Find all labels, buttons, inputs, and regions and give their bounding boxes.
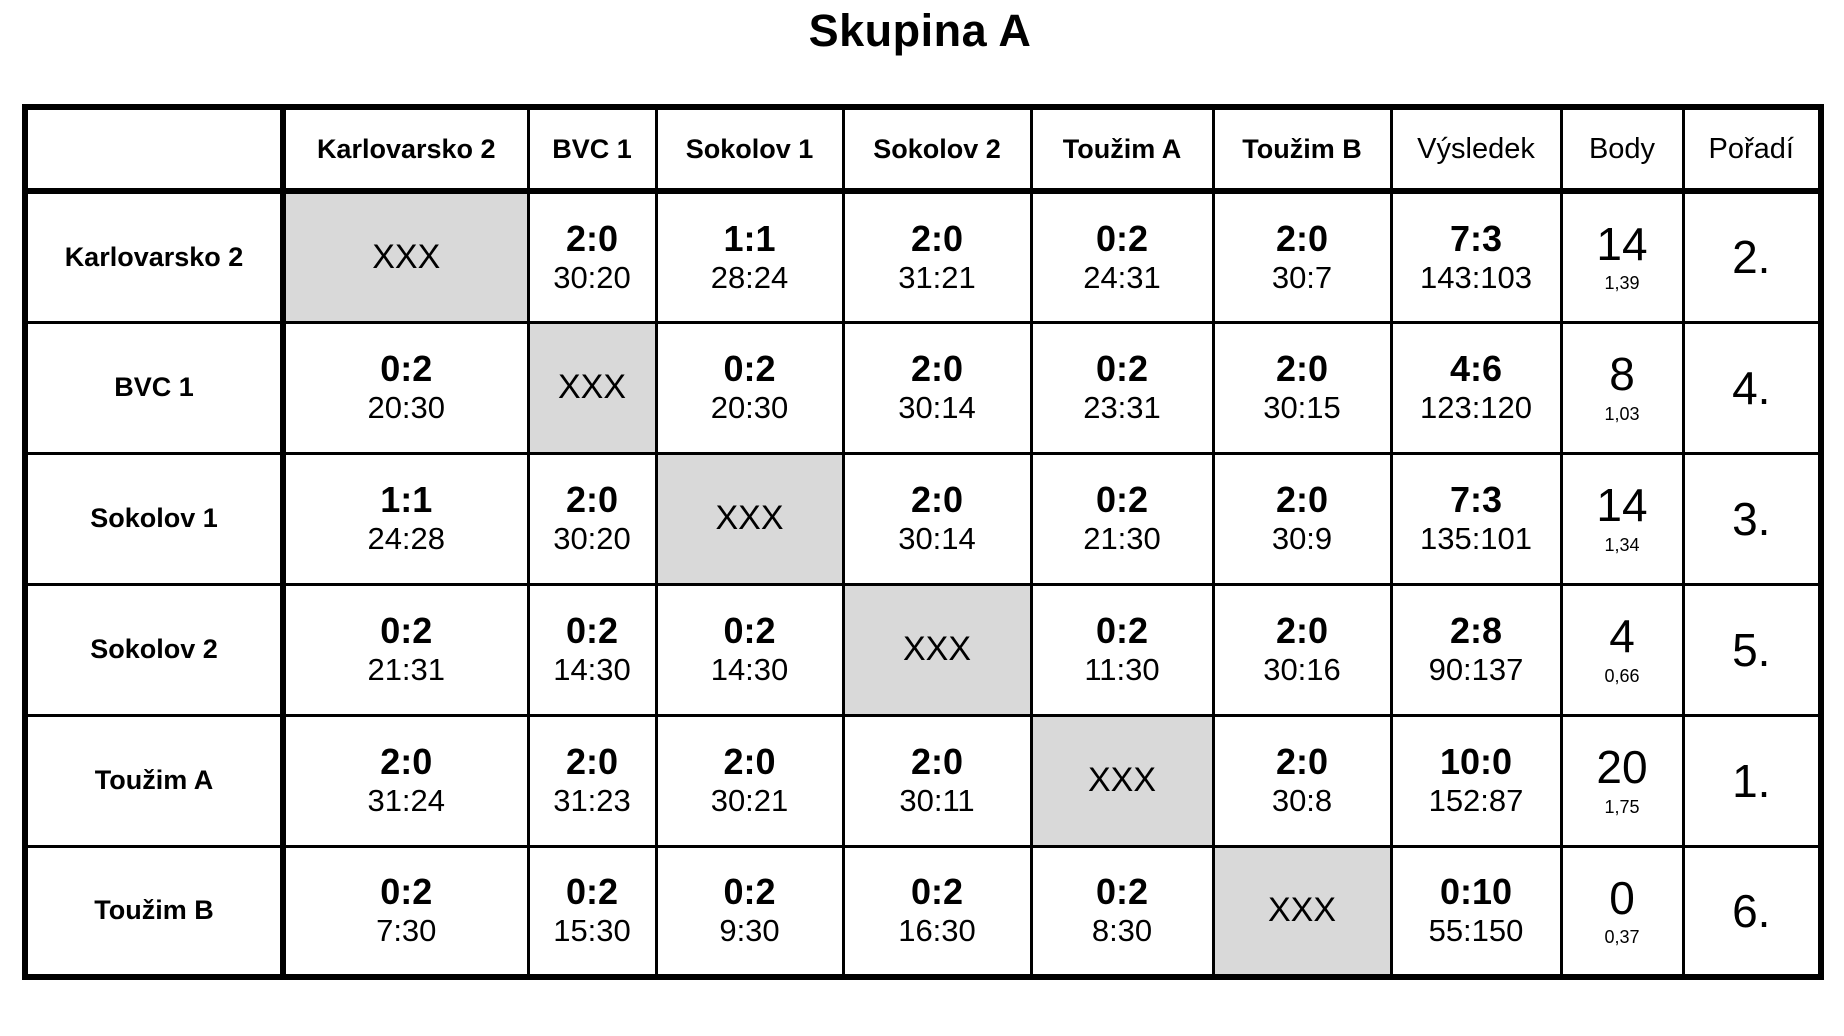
- match-detail: 30:14: [898, 390, 976, 426]
- result-score: 7:3: [1449, 217, 1503, 259]
- result-detail: 90:137: [1428, 652, 1524, 688]
- match-detail: 7:30: [376, 913, 437, 949]
- match-score: 2:0: [723, 740, 776, 782]
- table-row: [25, 453, 1821, 584]
- points-ratio: 1,03: [1604, 403, 1640, 424]
- match-score: 0:2: [380, 871, 433, 912]
- match-cell: [1031, 846, 1213, 977]
- group-table-body: [25, 191, 1821, 977]
- match-score: 2:0: [910, 217, 964, 259]
- points-ratio: 1,34: [1604, 534, 1640, 555]
- result-detail: 143:103: [1419, 259, 1533, 295]
- match-detail: 31:21: [898, 259, 976, 295]
- match-cell: [656, 846, 843, 977]
- points-ratio: 1,39: [1604, 273, 1640, 294]
- points-cell: [1561, 846, 1683, 977]
- table-row: [25, 322, 1821, 453]
- match-detail: 20:30: [367, 390, 446, 426]
- column-header-vysledek: Výsledek: [1391, 107, 1561, 191]
- row-team-label: Sokolov 1: [25, 453, 283, 584]
- match-detail: 8:30: [1091, 913, 1153, 949]
- result-score: 0:10: [1439, 871, 1513, 912]
- match-score: 0:2: [1095, 478, 1149, 520]
- match-cell: [656, 322, 843, 453]
- points-value: 8: [1609, 348, 1635, 401]
- table-row: [25, 715, 1821, 846]
- result-score: 2:8: [1449, 609, 1503, 651]
- result-cell: [1391, 322, 1561, 453]
- points-ratio: 0,66: [1604, 665, 1640, 686]
- match-cell: [656, 191, 843, 322]
- match-detail: 30:7: [1271, 259, 1333, 295]
- points-cell: [1561, 191, 1683, 322]
- match-detail: 28:24: [710, 259, 789, 295]
- rank-cell: 5.: [1683, 584, 1821, 715]
- match-detail: 20:30: [710, 390, 789, 426]
- match-detail: 24:28: [367, 521, 446, 557]
- match-detail: 30:20: [553, 521, 631, 557]
- match-detail: 11:30: [1084, 652, 1160, 688]
- match-score: 0:2: [1095, 347, 1149, 389]
- result-detail: 55:150: [1428, 913, 1524, 949]
- match-detail: 14:30: [553, 652, 631, 688]
- match-score: 0:2: [723, 609, 776, 651]
- column-header-karlovarsko-2: Karlovarsko 2: [283, 107, 528, 191]
- self-match-cell: [528, 322, 656, 453]
- points-value: 20: [1596, 741, 1648, 794]
- match-cell: [843, 715, 1031, 846]
- result-score: 4:6: [1449, 347, 1503, 389]
- points-cell: [1561, 322, 1683, 453]
- match-cell: [1213, 191, 1391, 322]
- self-match-cell: [1031, 715, 1213, 846]
- match-score: 1:1: [380, 478, 433, 520]
- table-row: [25, 846, 1821, 977]
- rank-cell: 1.: [1683, 715, 1821, 846]
- match-detail: 30:21: [710, 783, 789, 819]
- rank-cell: 4.: [1683, 322, 1821, 453]
- match-detail: 9:30: [719, 913, 780, 949]
- column-header-sokolov-1: Sokolov 1: [656, 107, 843, 191]
- self-match-cell: [283, 191, 528, 322]
- match-cell: [283, 453, 528, 584]
- self-match-label: XXX: [902, 630, 972, 668]
- match-score: 0:2: [565, 609, 619, 651]
- match-score: 2:0: [910, 740, 964, 782]
- match-detail: 16:30: [898, 913, 976, 949]
- match-detail: 21:31: [367, 652, 446, 688]
- result-cell: [1391, 453, 1561, 584]
- points-value: 4: [1609, 610, 1635, 663]
- match-cell: [843, 191, 1031, 322]
- match-score: 0:2: [910, 871, 964, 912]
- match-cell: [656, 715, 843, 846]
- match-cell: [283, 322, 528, 453]
- match-cell: [528, 584, 656, 715]
- result-score: 10:0: [1439, 740, 1513, 782]
- match-score: 0:2: [1095, 609, 1149, 651]
- match-score: 2:0: [1275, 478, 1329, 520]
- points-cell: [1561, 715, 1683, 846]
- self-match-cell: [656, 453, 843, 584]
- row-team-label: Toužim B: [25, 846, 283, 977]
- match-cell: [1213, 715, 1391, 846]
- match-detail: 23:31: [1083, 390, 1161, 426]
- match-detail: 30:14: [898, 521, 976, 557]
- group-table: [22, 104, 1824, 980]
- rank-cell: 3.: [1683, 453, 1821, 584]
- match-score: 2:0: [1275, 609, 1329, 651]
- match-score: 1:1: [723, 217, 776, 259]
- page-title: Skupina A: [808, 5, 1032, 56]
- match-cell: [1031, 453, 1213, 584]
- match-score: 2:0: [565, 478, 619, 520]
- self-match-label: XXX: [715, 499, 784, 537]
- self-match-label: XXX: [1087, 761, 1157, 799]
- self-match-label: XXX: [557, 368, 627, 406]
- match-score: 0:2: [380, 609, 433, 651]
- match-cell: [1213, 584, 1391, 715]
- match-score: 2:0: [1275, 217, 1329, 259]
- result-cell: [1391, 846, 1561, 977]
- row-team-label: Toužim A: [25, 715, 283, 846]
- match-score: 2:0: [910, 347, 964, 389]
- match-score: 0:2: [565, 871, 619, 912]
- points-cell: [1561, 453, 1683, 584]
- match-cell: [283, 846, 528, 977]
- column-header-sokolov-2: Sokolov 2: [843, 107, 1031, 191]
- match-score: 0:2: [723, 871, 776, 912]
- column-header-touzim-a: Toužim A: [1031, 107, 1213, 191]
- match-cell: [283, 584, 528, 715]
- column-header-touzim-b: Toužim B: [1213, 107, 1391, 191]
- match-cell: [528, 846, 656, 977]
- table-row: [25, 584, 1821, 715]
- result-detail: 135:101: [1419, 521, 1533, 557]
- match-cell: [843, 322, 1031, 453]
- match-cell: [1031, 584, 1213, 715]
- match-score: 2:0: [1275, 347, 1329, 389]
- match-detail: 30:8: [1271, 783, 1333, 819]
- points-ratio: 1,75: [1604, 796, 1640, 817]
- match-detail: 30:11: [899, 783, 975, 819]
- result-detail: 152:87: [1428, 783, 1524, 819]
- points-value: 14: [1596, 218, 1648, 271]
- match-cell: [843, 846, 1031, 977]
- self-match-cell: [843, 584, 1031, 715]
- rank-cell: 2.: [1683, 191, 1821, 322]
- match-cell: [1213, 453, 1391, 584]
- column-header-body: Body: [1561, 107, 1683, 191]
- column-header-poradi: Pořadí: [1683, 107, 1821, 191]
- match-cell: [1213, 322, 1391, 453]
- match-cell: [843, 453, 1031, 584]
- result-detail: 123:120: [1419, 390, 1533, 426]
- match-score: 0:2: [1095, 871, 1149, 912]
- self-match-label: XXX: [372, 237, 441, 276]
- match-cell: [656, 584, 843, 715]
- match-detail: 15:30: [553, 913, 631, 949]
- table-header: [25, 107, 1821, 191]
- group-table-container: [22, 104, 1824, 980]
- match-cell: [528, 191, 656, 322]
- match-detail: 21:30: [1083, 521, 1161, 557]
- row-team-label: Sokolov 2: [25, 584, 283, 715]
- match-cell: [283, 715, 528, 846]
- match-score: 0:2: [723, 347, 776, 389]
- row-team-label: Karlovarsko 2: [25, 191, 283, 322]
- match-detail: 30:9: [1271, 521, 1333, 557]
- corner-cell: [25, 107, 283, 191]
- match-cell: [528, 453, 656, 584]
- result-cell: [1391, 715, 1561, 846]
- self-match-cell: [1213, 846, 1391, 977]
- table-row: [25, 191, 1821, 322]
- rank-cell: 6.: [1683, 846, 1821, 977]
- match-score: 2:0: [380, 740, 433, 782]
- points-value: 14: [1596, 479, 1648, 532]
- self-match-label: XXX: [1267, 891, 1337, 930]
- match-cell: [1031, 322, 1213, 453]
- match-detail: 31:24: [367, 783, 446, 819]
- match-detail: 30:15: [1263, 390, 1341, 426]
- match-cell: [528, 715, 656, 846]
- points-cell: [1561, 584, 1683, 715]
- match-score: 2:0: [565, 740, 619, 782]
- match-score: 0:2: [1095, 217, 1149, 259]
- match-detail: 24:31: [1083, 259, 1161, 295]
- points-ratio: 0,37: [1604, 926, 1640, 947]
- result-cell: [1391, 584, 1561, 715]
- result-score: 7:3: [1449, 478, 1503, 520]
- result-cell: [1391, 191, 1561, 322]
- column-header-bvc-1: BVC 1: [528, 107, 656, 191]
- match-score: 2:0: [1275, 740, 1329, 782]
- match-score: 2:0: [910, 478, 964, 520]
- match-detail: 30:20: [553, 259, 631, 295]
- match-detail: 31:23: [553, 783, 631, 819]
- match-score: 2:0: [565, 217, 619, 259]
- header-row: [25, 107, 1821, 191]
- match-score: 0:2: [380, 347, 433, 389]
- match-cell: [1031, 191, 1213, 322]
- match-detail: 14:30: [710, 652, 789, 688]
- row-team-label: BVC 1: [25, 322, 283, 453]
- points-value: 0: [1609, 871, 1635, 924]
- match-detail: 30:16: [1263, 652, 1341, 688]
